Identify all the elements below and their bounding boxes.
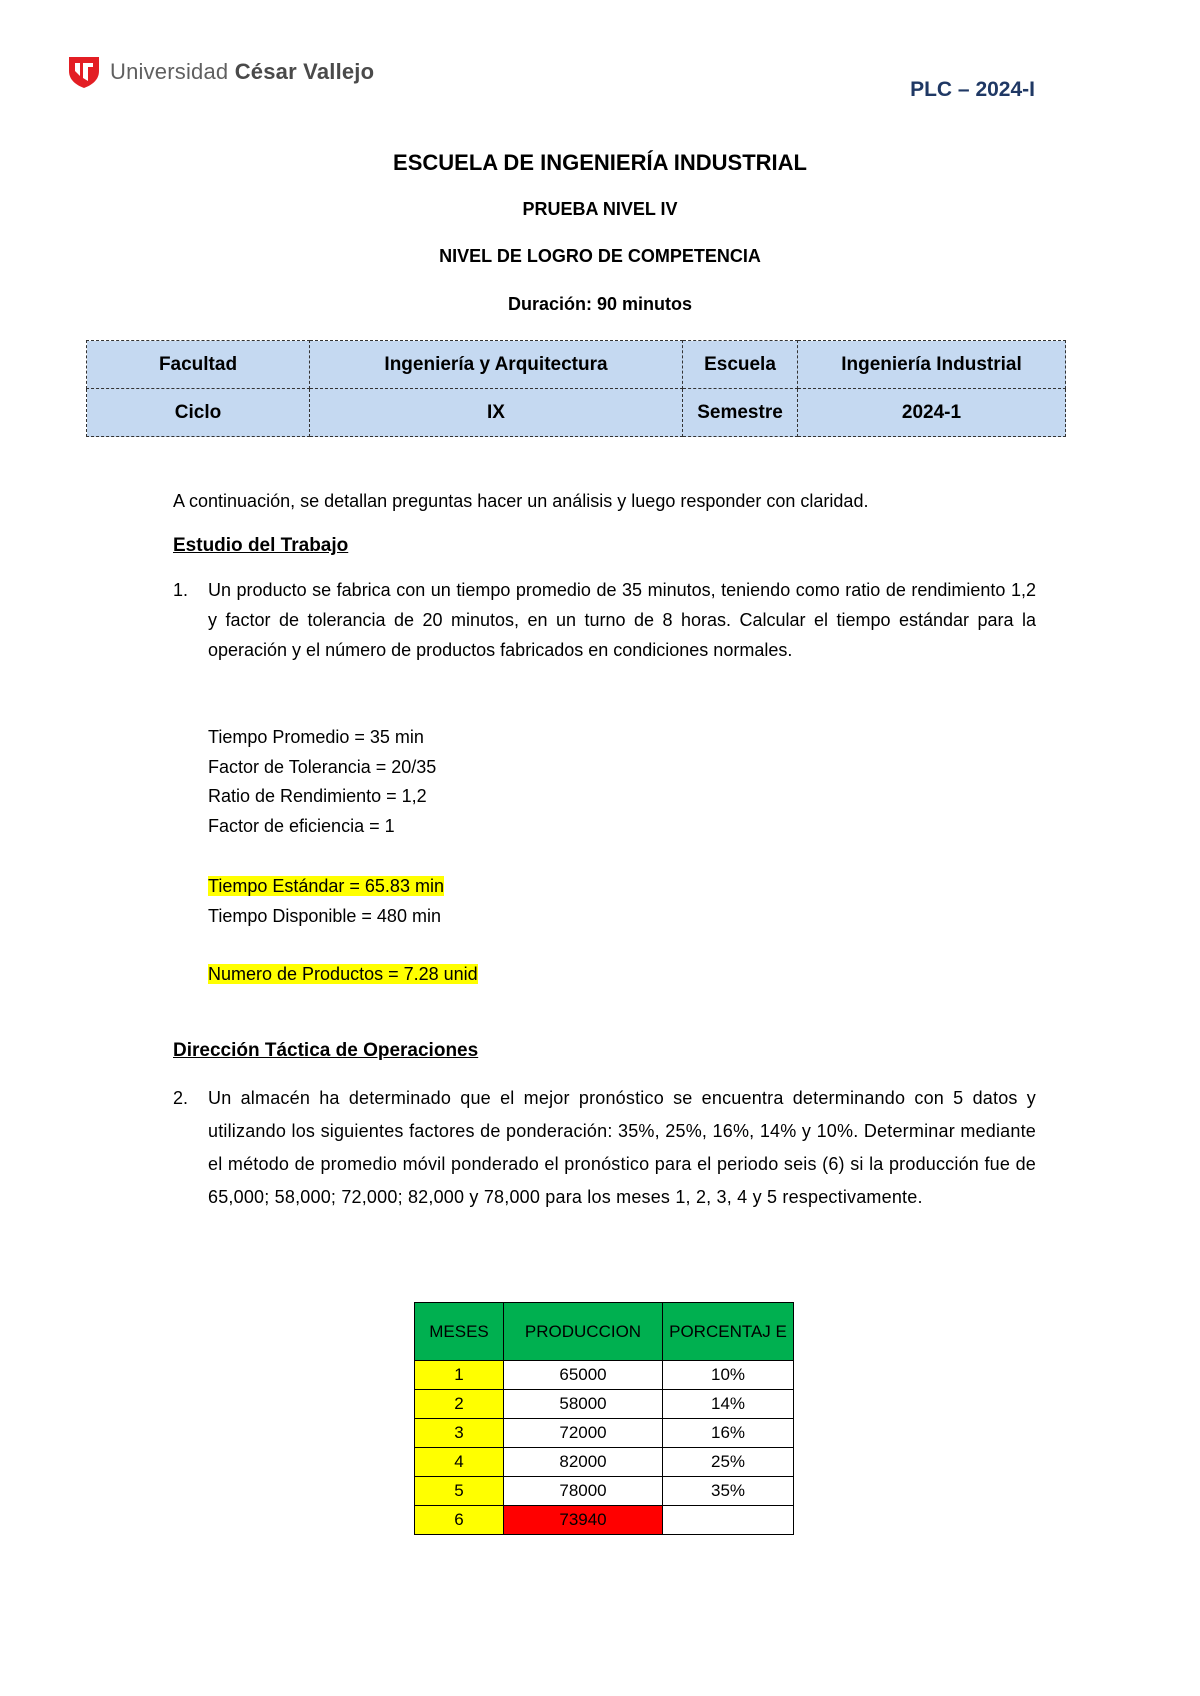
info-cell: Ciclo (87, 389, 310, 437)
question-number: 2. (173, 1088, 189, 1108)
products-result-block (208, 959, 478, 989)
info-cell: IX (310, 389, 683, 437)
table-row (415, 1361, 794, 1390)
table-cell: 16% (663, 1419, 794, 1448)
course-code: PLC – 2024-I (910, 78, 1035, 101)
university-shield-icon (66, 54, 102, 90)
info-cell: Semestre (683, 389, 798, 437)
section-title-tactical-operations: Dirección Táctica de Operaciones (173, 1040, 479, 1061)
info-cell: Facultad (87, 341, 310, 389)
results-block (208, 872, 444, 931)
table-header-row (415, 1303, 794, 1361)
forecast-result-cell: 73940 (504, 1506, 663, 1535)
intro-text: A continuación, se detallan preguntas hacer un análisis y luego responder con claridad. (173, 491, 869, 511)
table-cell: 58000 (504, 1390, 663, 1419)
level-title: NIVEL DE LOGRO DE COMPETENCIA (439, 246, 761, 266)
table-cell: 5 (415, 1477, 504, 1506)
university-name: Universidad César Vallejo (110, 59, 375, 84)
table-row (415, 1506, 794, 1535)
table-cell: 10% (663, 1361, 794, 1390)
info-cell: Ingeniería Industrial (798, 341, 1066, 389)
given-item: Factor de eficiencia = 1 (208, 815, 395, 836)
question-1-text: Un producto se fabrica con un tiempo promedio de 35 minutos, teniendo como ratio de rendimiento 1,2 y factor de tolerancia de 20 minutos, en un turno de 8 horas. Calcular el tiempo estándar para la operación y el número de productos fabricados en condiciones normales. (208, 580, 1036, 660)
forecast-table (414, 1302, 794, 1535)
standard-time-result: Tiempo Estándar = 65.83 min (208, 876, 444, 896)
table-cell: 14% (663, 1390, 794, 1419)
table-cell: 72000 (504, 1419, 663, 1448)
test-title: PRUEBA NIVEL IV (522, 199, 678, 219)
givens-list (208, 723, 436, 841)
table-cell: 35% (663, 1477, 794, 1506)
info-row (87, 341, 1066, 389)
products-result: Numero de Productos = 7.28 unid (208, 964, 478, 984)
table-header-cell: MESES (415, 1303, 504, 1361)
table-cell: 1 (415, 1361, 504, 1390)
available-time: Tiempo Disponible = 480 min (208, 905, 441, 926)
table-cell: 82000 (504, 1448, 663, 1477)
table-header-cell: PORCENTAJ E (663, 1303, 794, 1361)
question-2-text: Un almacén ha determinado que el mejor pronóstico se encuentra determinando con 5 datos y utilizando los siguientes factores de ponderación: 35%, 25%, 16%, 14% y 10%. Determinar mediante el método de promedio móvil ponderado el pronóstico para el periodo seis (6) si la producción fue de 65,000; 58,000; 72,000; 82,000 y 78,000 para los meses 1, 2, 3, 4 y 5 respectivamente. (208, 1088, 1036, 1207)
table-cell: 65000 (504, 1361, 663, 1390)
university-logo (66, 54, 374, 90)
table-row (415, 1477, 794, 1506)
table-row (415, 1448, 794, 1477)
school-title: ESCUELA DE INGENIERÍA INDUSTRIAL (393, 150, 807, 175)
table-cell: 78000 (504, 1477, 663, 1506)
info-row (87, 389, 1066, 437)
table-cell: 25% (663, 1448, 794, 1477)
info-cell: Ingeniería y Arquitectura (310, 341, 683, 389)
table-row (415, 1390, 794, 1419)
table-cell: 4 (415, 1448, 504, 1477)
given-item: Ratio de Rendimiento = 1,2 (208, 786, 427, 806)
duration-title: Duración: 90 minutos (507, 294, 693, 314)
table-cell: 3 (415, 1419, 504, 1448)
info-cell: 2024-1 (798, 389, 1066, 437)
table-cell: 6 (415, 1506, 504, 1535)
table-header-cell: PRODUCCION (504, 1303, 663, 1361)
given-item: Factor de Tolerancia = 20/35 (208, 756, 437, 777)
question-number: 1. (173, 580, 189, 600)
table-cell: 2 (415, 1390, 504, 1419)
info-cell: Escuela (683, 341, 798, 389)
given-item: Tiempo Promedio = 35 min (208, 727, 424, 747)
info-table (86, 340, 1066, 437)
table-cell (663, 1506, 794, 1535)
section-title-work-study: Estudio del Trabajo (173, 535, 349, 556)
table-row (415, 1419, 794, 1448)
